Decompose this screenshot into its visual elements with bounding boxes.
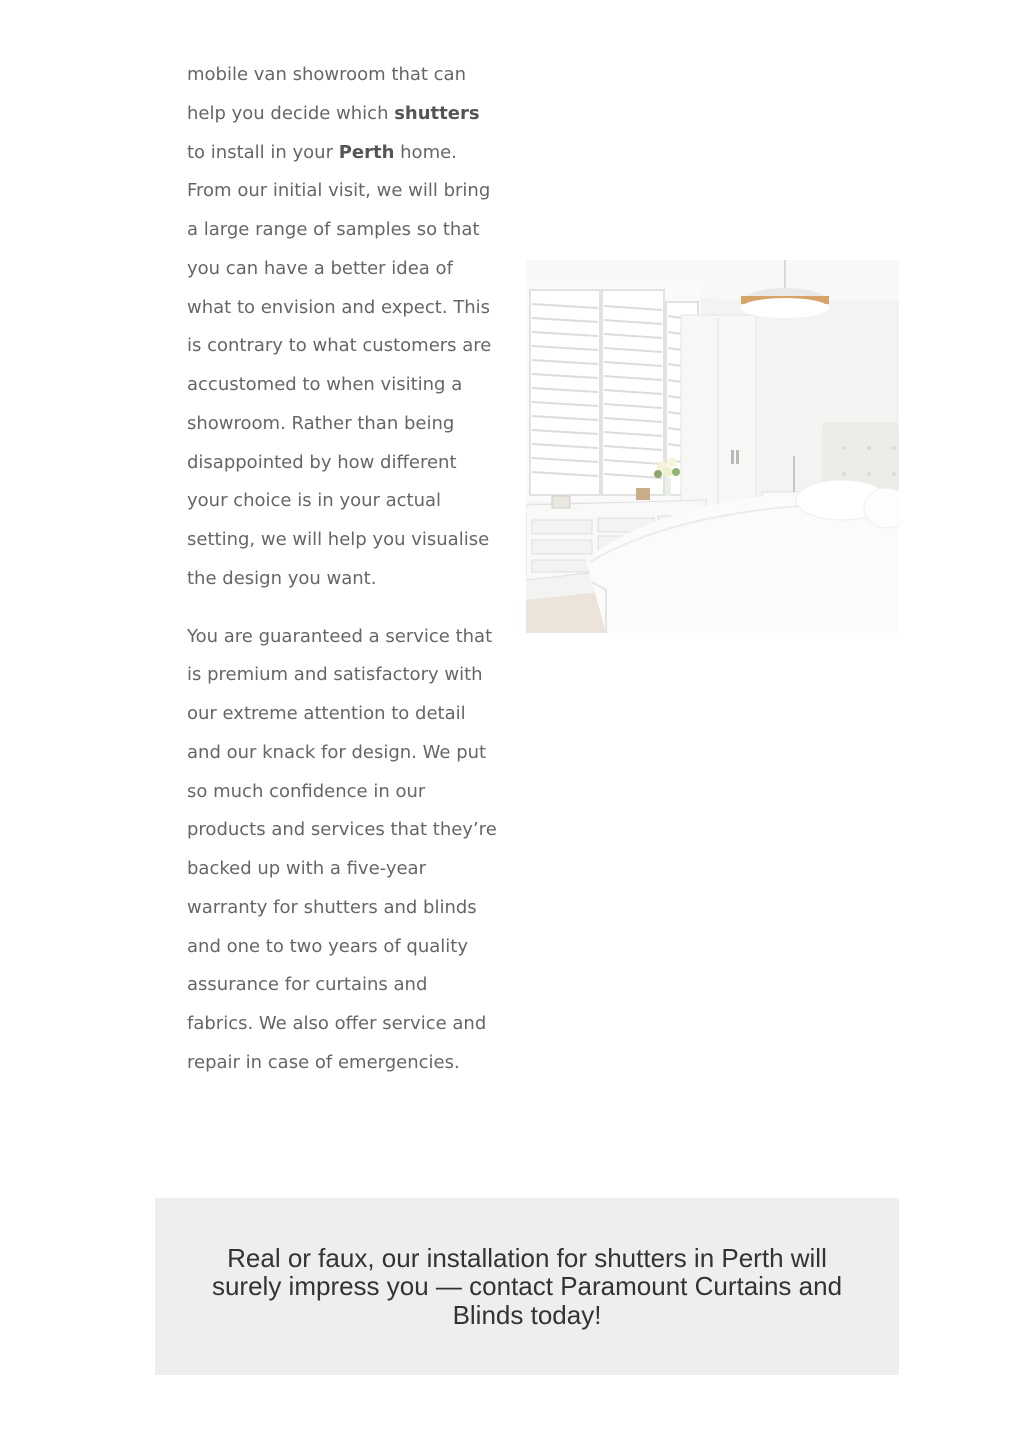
paragraph-text: to install in your [187, 141, 339, 163]
article-text-column [187, 56, 497, 1083]
paragraph-text: mobile van showroom that can help you decide which [187, 64, 466, 124]
bedroom-shutters-photo [526, 260, 899, 633]
paragraph-text: home. From our initial visit, we will bring a large range of samples so that you can have a better idea of what to envision and expect. This is contrary to what customers are accustomed to when visiting a showroom. Rather than being disappointed by how different your choice is in your actual setting, we will help you visualise the design you want. [187, 141, 492, 589]
keyword-perth: Perth [338, 141, 395, 163]
article-paragraph-guarantee: You are guaranteed a service that is premium and satisfactory with our extreme attention to detail and our knack for design. We put so much confidence in our products and services that they’re backed up with a five-year warranty for shutters and blinds and one to two years of quality assurance for curtains and fabrics. We also offer service and repair in case of emergencies. [187, 625, 497, 1073]
keyword-shutters: shutters [394, 102, 480, 124]
cta-banner [155, 1198, 899, 1375]
cta-heading: Real or faux, our installation for shutters in Perth will surely impress you — contact Paramount Curtains and Blinds today! [211, 1242, 843, 1330]
article-paragraph-showroom [187, 56, 497, 599]
